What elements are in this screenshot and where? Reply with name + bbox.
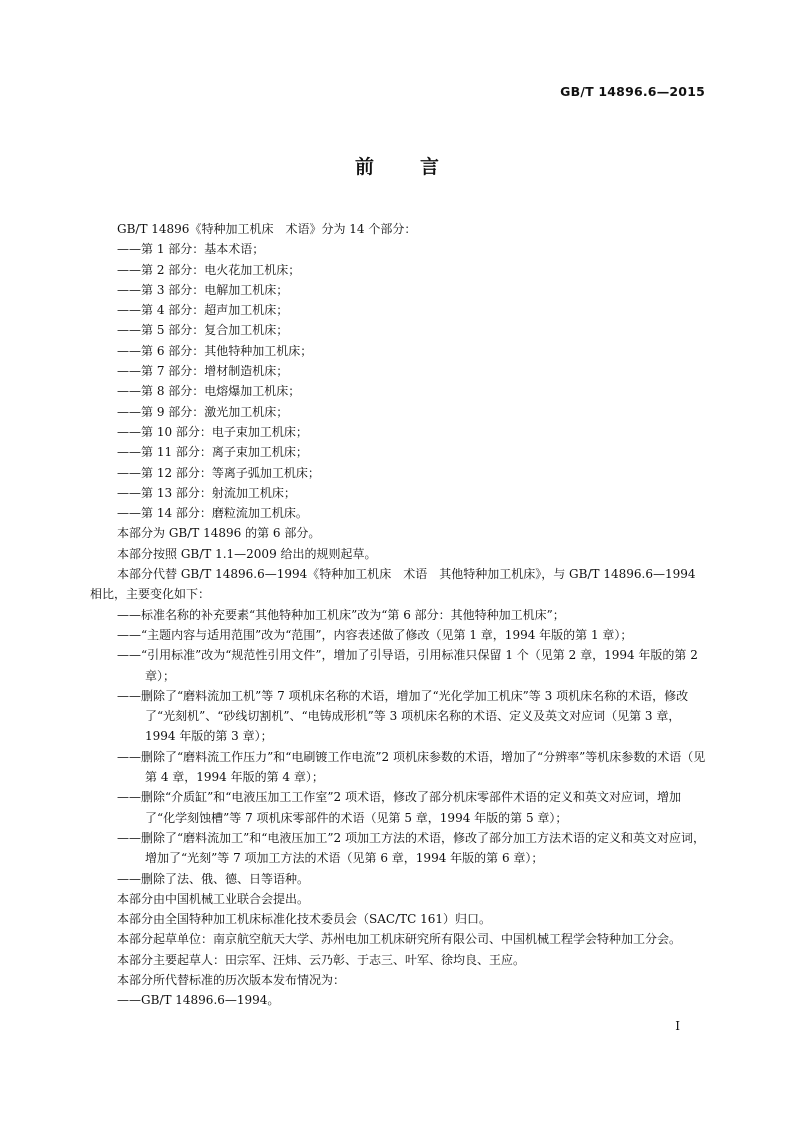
- history-statement: 本部分所代替标准的历次版本发布情况为：: [117, 972, 346, 987]
- list-item: ——删除“介质缸”和“电液压加工工作室”2 项术语，修改了部分机床零部件术语的定义和英文对应词，增加了“化学刻蚀槽”等 7 项机床零部件的术语（见第 5 章，1994 年版的第 5 章）；: [117, 790, 681, 825]
- list-item: ——第 11 部分：离子束加工机床；: [117, 445, 308, 460]
- changes-list: [90, 605, 706, 889]
- list-item: ——删除了“磨料流加工机”等 7 项机床名称的术语，增加了“光化学加工机床”等 3 项机床名称的术语，修改了“光刻机”、“砂线切割机”、“电铸成形机”等 3 项机床名称的术语、定义及英文对应词（见第 3 章，1994 年版的第 3 章）；: [117, 688, 689, 744]
- list-item: ——第 4 部分：超声加工机床；: [117, 303, 289, 318]
- proposed-by-statement: 本部分由中国机械工业联合会提出。: [117, 891, 310, 906]
- list-item: ——第 9 部分：激光加工机床；: [117, 404, 289, 419]
- list-item: ——删除了“磨料流加工”和“电液压加工”2 项加工方法的术语，修改了部分加工方法术语的定义和英文对应词，增加了“光刻”等 7 项加工方法的术语（见第 6 章，1994 年版的第 6 章）；: [117, 830, 705, 866]
- list-item: ——第 12 部分：等离子弧加工机床；: [117, 465, 320, 480]
- list-item: ——标准名称的补充要素“其他特种加工机床”改为“第 6 部分：其他特种加工机床”；: [117, 607, 565, 622]
- list-item: ——删除了法、俄、德、日等语种。: [117, 871, 310, 886]
- drafting-units-statement: 本部分起草单位：南京航空航天大学、苏州电加工机床研究所有限公司、中国机械工程学会特种加工分会。: [117, 932, 682, 947]
- centralized-by-statement: 本部分由全国特种加工机床标准化技术委员会（SAC/TC 161）归口。: [117, 912, 492, 927]
- drafters-statement: 本部分主要起草人：田宗军、汪炜、云乃彰、于志三、叶军、徐均良、王应。: [117, 952, 526, 967]
- list-item: ——“主题内容与适用范围”改为“范围”，内容表述做了修改（见第 1 章，1994 年版的第 1 章）；: [117, 627, 633, 642]
- drafting-statement: 本部分按照 GB/T 1.1—2009 给出的规则起草。: [117, 546, 377, 561]
- list-item: ——第 2 部分：电火花加工机床；: [117, 262, 301, 277]
- list-item: ——“引用标准”改为“规范性引用文件”，增加了引导语，引用标准只保留 1 个（见第 2 章，1994 年版的第 2 章）；: [117, 648, 698, 683]
- standard-number: GB/T 14896.6—2015: [560, 84, 705, 99]
- page-number: I: [675, 1019, 680, 1033]
- parts-list: [90, 239, 706, 523]
- list-item: ——第 14 部分：磨粒流加工机床。: [117, 506, 308, 521]
- list-item: ——第 5 部分：复合加工机床；: [117, 323, 289, 338]
- intro-paragraph: GB/T 14896《特种加工机床 术语》分为 14 个部分：: [117, 222, 417, 236]
- list-item: ——GB/T 14896.6—1994。: [117, 993, 280, 1008]
- list-item: ——第 10 部分：电子束加工机床；: [117, 424, 308, 439]
- part-statement: 本部分为 GB/T 14896 的第 6 部分。: [117, 526, 321, 541]
- list-item: ——第 3 部分：电解加工机床；: [117, 282, 289, 297]
- list-item: ——第 7 部分：增材制造机床；: [117, 364, 289, 379]
- list-item: ——第 6 部分：其他特种加工机床；: [117, 343, 313, 358]
- foreword-content: [90, 219, 706, 1011]
- list-item: ——第 1 部分：基本术语；: [117, 242, 265, 257]
- list-item: ——第 8 部分：电熔爆加工机床；: [117, 384, 301, 399]
- list-item: ——第 13 部分：射流加工机床；: [117, 485, 296, 500]
- replacement-statement: 本部分代替 GB/T 14896.6—1994《特种加工机床 术语 其他特种加工机床》，与 GB/T 14896.6—1994 相比，主要变化如下：: [90, 567, 696, 602]
- page-title: 前言: [354, 156, 485, 178]
- list-item: ——删除了“磨料流工作压力”和“电刷镀工作电流”2 项机床参数的术语，增加了“分辨率”等机床参数的术语（见第 4 章，1994 年版的第 4 章）；: [117, 749, 706, 785]
